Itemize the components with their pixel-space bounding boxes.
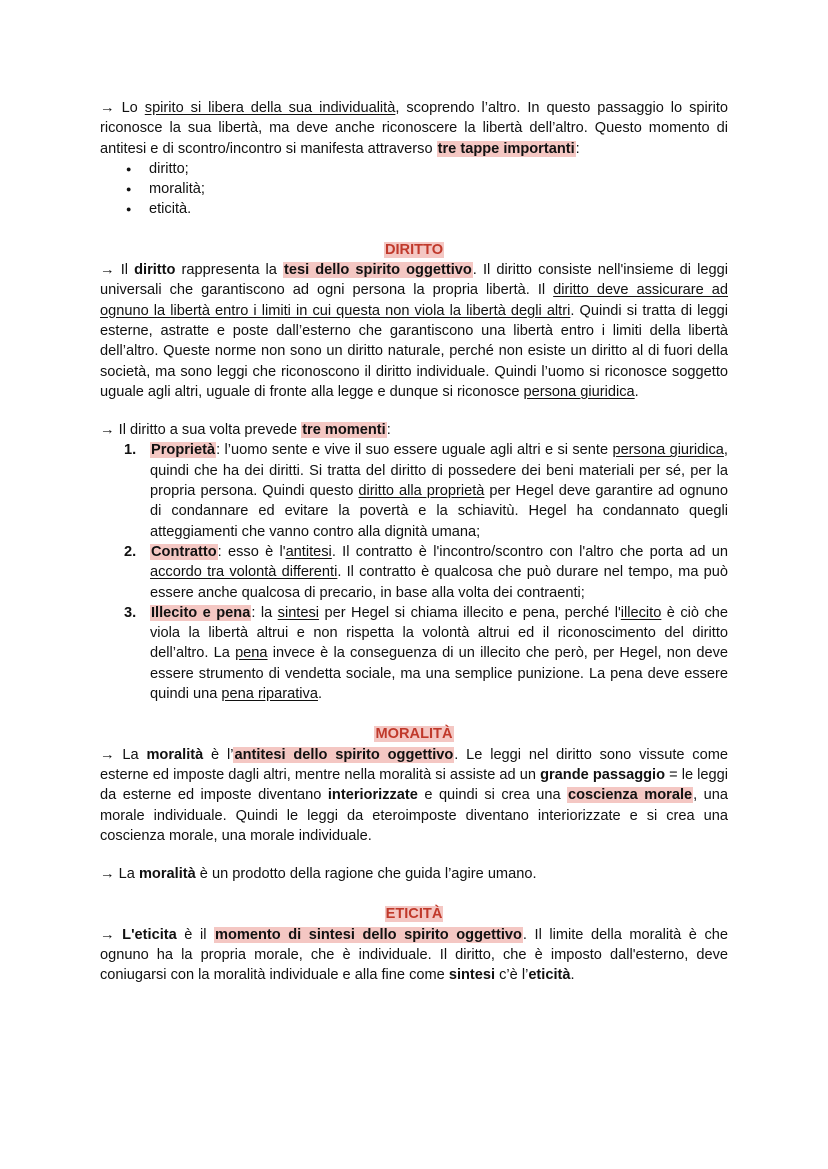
diritto-paragraph: → Il diritto rappresenta la tesi dello spirito oggettivo. Il diritto consiste nell'insieme di leggi universali che garantiscono ad ogni persona la propria libertà. Il diritto deve assicurare ad ognuno la libertà entro i limiti in cui questa non viola la libertà degli altri. Quindi si tratta di leggi esterne, astratte e poste dall’esterno che garantiscono una libertà entro i limiti della libertà dell’altro. Queste norme non sono un diritto naturale, perché non esiste un diritto al di fuori della società, ma sono leggi che riconoscono il diritto individuale. Quindi l’uomo si riconosce soggetto uguale agli altri, uguale di fronte alla legge e dunque si riconosce persona giuridica. bbox=[100, 262, 729, 400]
arrow-icon: → bbox=[100, 926, 115, 943]
underlined-text: illecito bbox=[620, 604, 662, 621]
highlight: Proprietà bbox=[151, 442, 216, 459]
list-item: ● diritto; bbox=[124, 159, 728, 179]
underlined-text: persona giuridica bbox=[523, 383, 635, 400]
underlined-text: antitesi bbox=[285, 543, 332, 560]
underlined-text: diritto alla proprietà bbox=[358, 483, 485, 500]
section-heading-diritto: DIRITTO bbox=[384, 241, 444, 258]
highlight: Illecito e pena bbox=[151, 604, 251, 621]
intro-paragraph: → Lo spirito si libera della sua individualità, scoprendo l’altro. In questo passaggio lo spirito riconosce la sua libertà, ma deve anche riconoscere la libertà dell’altro. Questo momento di antitesi e di scontro/incontro si manifesta attraverso tre tappe importanti: bbox=[100, 100, 729, 157]
highlight: tesi dello spirito oggettivo bbox=[284, 262, 472, 279]
underlined-text: diritto deve assicurare ad ognuno la libertà entro i limiti in cui questa non viola la libertà degli altri bbox=[100, 282, 729, 319]
highlight: momento di sintesi dello spirito oggettivo bbox=[214, 926, 522, 943]
underlined-text: persona giuridica bbox=[612, 442, 724, 459]
arrow-icon: → bbox=[100, 746, 115, 763]
arrow-icon: → bbox=[100, 100, 115, 116]
highlight: antitesi dello spirito oggettivo bbox=[234, 746, 454, 763]
underlined-text: sintesi bbox=[277, 604, 320, 621]
momenti-intro: → Il diritto a sua volta prevede tre momenti: bbox=[100, 422, 391, 439]
moralita-paragraph-2: → La moralità è un prodotto della ragione che guida l’agire umano. bbox=[100, 866, 537, 883]
momenti-list bbox=[100, 440, 728, 704]
highlight: tre momenti bbox=[302, 422, 386, 439]
list-item: ● moralità; bbox=[124, 179, 728, 199]
highlight: coscienza morale bbox=[568, 787, 693, 804]
eticita-paragraph: → L'eticita è il momento di sintesi dello spirito oggettivo. Il limite della moralità è che ognuno ha la propria morale, che è individuale. Il diritto, che è imposto dall'esterno, deve coniugarsi con la moralità individuale e alla fine come sintesi c’è l’eticità. bbox=[100, 926, 729, 984]
underlined-text: pena riparativa bbox=[221, 686, 318, 703]
document-content bbox=[100, 98, 728, 986]
list-item: ● eticità. bbox=[124, 199, 728, 219]
list-item-proprieta: 1. Proprietà: l’uomo sente e vive il suo essere uguale agli altri e si sente persona giuridica, quindi che ha dei diritti. Si tratta del diritto di possedere dei beni materiali per sé, per la propria persona. Quindi questo diritto alla proprietà per Hegel deve garantire ad ognuno di condannare ed evitare la povertà e la schiavitù. Hegel ha condannato quegli atteggiamenti che vanno contro alla dignità umana; bbox=[124, 442, 728, 540]
tappe-list bbox=[100, 159, 728, 220]
underlined-text: accordo tra volontà differenti bbox=[150, 564, 338, 581]
arrow-icon: → bbox=[100, 262, 115, 279]
section-heading-moralita: MORALITÀ bbox=[375, 726, 453, 743]
highlight: tre tappe importanti bbox=[437, 140, 575, 157]
arrow-icon: → bbox=[100, 866, 115, 883]
arrow-icon: → bbox=[100, 422, 115, 439]
list-item-contratto: 2. Contratto: esso è l'antitesi. Il contratto è l'incontro/scontro con l'altro che porta ad un accordo tra volontà differenti. Il contratto è qualcosa che può durare nel tempo, ma può essere anche qualcosa di precario, in base alla volta dei contraenti; bbox=[124, 543, 728, 601]
list-item-illecito: 3. Illecito e pena: la sintesi per Hegel si chiama illecito e pena, perché l'illecito è ciò che viola la libertà altrui e non rispetta la volontà altrui ed il riconoscimento del diritto dell’altro. La pena invece è la conseguenza di un illecito che però, per Hegel, non deve essere strumento di vendetta sociale, ma una semplice punizione. La pena deve essere quindi una pena riparativa. bbox=[124, 604, 729, 703]
section-heading-eticita: ETICITÀ bbox=[385, 906, 443, 923]
moralita-paragraph: → La moralità è l’antitesi dello spirito oggettivo. Le leggi nel diritto sono vissute come esterne ed imposte dagli altri, mentre nella moralità si assiste ad un grande passaggio = le leggi da esterne ed imposte diventano interiorizzate e quindi si crea una coscienza morale, una morale individuale. Quindi le leggi da eteroimposte diventano interiorizzate e si crea una coscienza morale, una morale individuale. bbox=[100, 746, 728, 844]
underlined-text: pena bbox=[235, 645, 268, 662]
highlight: Contratto bbox=[151, 543, 217, 560]
underlined-text: spirito si libera della sua individualità bbox=[144, 100, 396, 116]
